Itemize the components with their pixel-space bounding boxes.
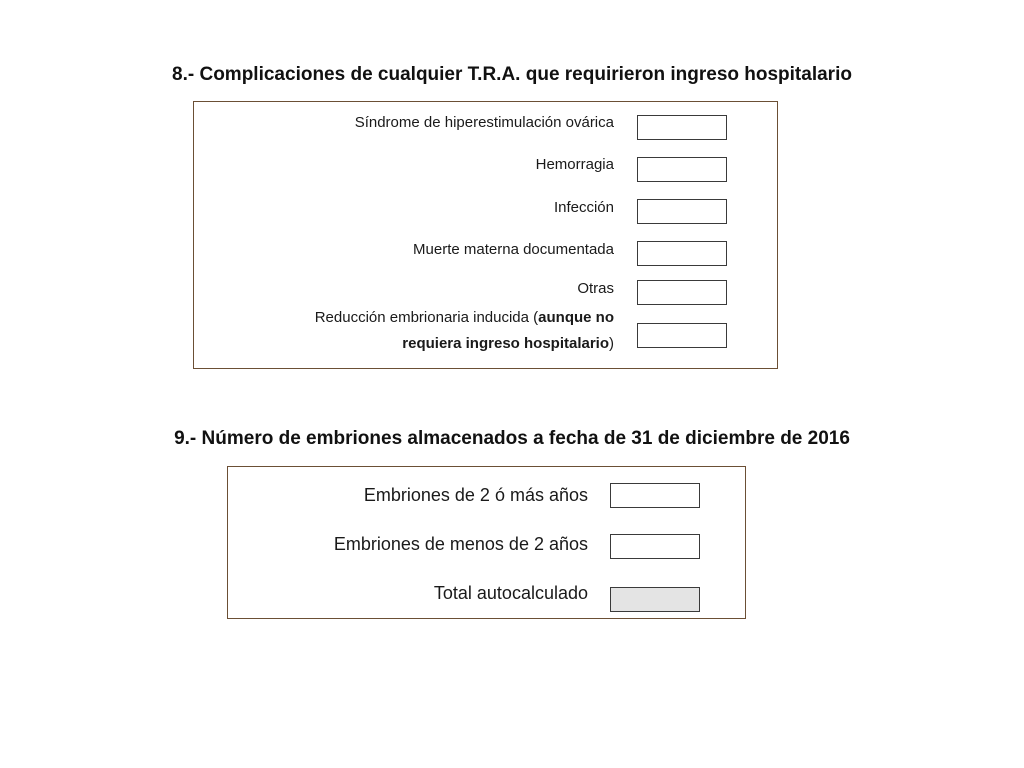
label-infection: Infección bbox=[553, 199, 614, 216]
section-8-panel bbox=[193, 101, 778, 369]
section-9-panel bbox=[227, 466, 746, 619]
label-hemorrhage: Hemorragia bbox=[535, 156, 614, 173]
input-embryos-2-plus-years[interactable] bbox=[610, 483, 700, 508]
label-embryo-reduction: Reducción embrionaria inducida (aunque no requiera ingreso hospitalario) bbox=[314, 309, 614, 352]
label-embryos-2-plus-years: Embriones de 2 ó más años bbox=[363, 485, 588, 505]
input-hemorrhage[interactable] bbox=[637, 157, 727, 182]
input-infection[interactable] bbox=[637, 199, 727, 224]
section-8-title: 8.- Complicaciones de cualquier T.R.A. que requirieron ingreso hospitalario bbox=[172, 64, 852, 85]
input-embryo-reduction[interactable] bbox=[637, 323, 727, 348]
label-ohss: Síndrome de hiperestimulación ovárica bbox=[354, 114, 614, 131]
input-embryos-under-2-years[interactable] bbox=[610, 534, 700, 559]
label-other: Otras bbox=[577, 280, 614, 297]
label-maternal-death: Muerte materna documentada bbox=[413, 241, 614, 258]
label-total-autocalculated: Total autocalculado bbox=[433, 583, 588, 603]
input-ohss[interactable] bbox=[637, 115, 727, 140]
label-embryos-under-2-years: Embriones de menos de 2 años bbox=[333, 534, 588, 554]
input-maternal-death[interactable] bbox=[637, 241, 727, 266]
input-other[interactable] bbox=[637, 280, 727, 305]
field-total-autocalculated bbox=[610, 587, 700, 612]
section-9-title: 9.- Número de embriones almacenados a fecha de 31 de diciembre de 2016 bbox=[174, 428, 850, 449]
